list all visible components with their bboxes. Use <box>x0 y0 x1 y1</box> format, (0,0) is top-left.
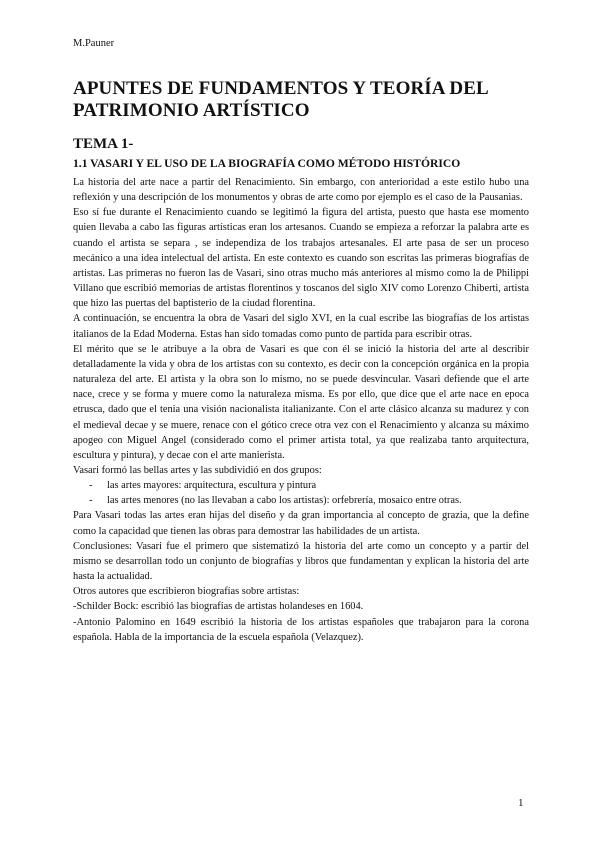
paragraph: Eso sí fue durante el Renacimiento cuando se legitimó la figura del artista, puesto que hasta ese momento quien llevaba a cabo las figuras artísticas eran los artesanos. Cuando se empieza a reforzar la palabra arte es cuando el artista se separa , se independiza de los trabajos artesanales. El arte pasa de ser un proceso mecánico a una idea intelectual del artista. En este contexto es cuando son escritas las primeras biografías de artistas. Las primeras no fueron las de Vasari, sino otras mucho más anteriores al mismo como la de Philippi Villano que escribió memorias de artistas florentinos y toscanos del siglo XIV como Lorenzo Chiberti, artista que hizo las puertas del baptisterio de la ciudad florentina. <box>73 207 529 310</box>
document-title: APUNTES DE FUNDAMENTOS Y TEORÍA DEL PATRIMONIO ARTÍSTICO <box>73 78 488 121</box>
list-item <box>73 478 529 493</box>
section-heading: 1.1 VASARI Y EL USO DE LA BIOGRAFÍA COMO MÉTODO HISTÓRICO <box>73 157 461 170</box>
list-item-text: las artes menores (no las llevaban a cabo los artistas): orfebrería, mosaico entre otras. <box>107 495 462 507</box>
paragraph: La historia del arte nace a partir del Renacimiento. Sin embargo, con anterioridad a este estilo hubo una reflexión y una descripción de los monumentos y obras de arte como por ejemplo es el caso de la Pausanias. <box>73 177 529 204</box>
paragraph: Otros autores que escribieron biografías sobre artistas: <box>73 586 300 598</box>
paragraph: -Schilder Bock: escribió las biografías de artistas holandeses en 1604. <box>73 601 364 613</box>
art-groups-list <box>73 478 529 508</box>
list-bullet: - <box>89 495 93 507</box>
page-number: 1 <box>518 797 524 809</box>
list-bullet: - <box>89 480 93 492</box>
paragraph: Para Vasari todas las artes eran hijas del diseño y da gran importancia al concepto de grazia, que la define como la capacidad que tienen las obras para demostrar las habilidades de un artista. <box>73 510 529 537</box>
paragraph: El mérito que se le atribuye a la obra de Vasari es que con él se inició la historia del arte al describir detalladamente la vida y obra de los artistas con su contexto, es decir con la concepción orgánica en la propia naturaleza del arte. El artista y la obra son lo mismo, no se puede desvincular. Vasari defiende que el arte nace, crece y se forma y muere como la naturaleza misma. Es por ello, que dice que el arte nace en epoca etrusca, dado que el tenia una visión nacionalista italianizante. Con el arte clásico alcanza su madurez y con el medieval decae y se muere, renace con el gótico crece otra vez con el Renacimiento y alcanza su máximo apogeo con Miguel Angel (considerado como el primer artista total, ya que realizaba tanto arquitectura, escultura y pintura), y decae con el arte manierista. <box>73 343 529 461</box>
list-item <box>73 493 529 508</box>
paragraph: A continuación, se encuentra la obra de Vasari del siglo XVI, en la cual escribe las biografías de los artistas italianos de la Edad Moderna. Estas han sido tomadas como punto de partida para escribir otras. <box>73 313 529 340</box>
author-header: M.Pauner <box>73 38 115 49</box>
list-item-text: las artes mayores: arquitectura, escultura y pintura <box>107 480 317 492</box>
body-text <box>73 175 529 645</box>
chapter-heading: TEMA 1- <box>73 136 134 152</box>
paragraph: Conclusiones: Vasari fue el primero que sistematizó la historia del arte como un concepto y a partir del mismo se desarrollan todo un conjunto de biografías y libros que fundamentan y explican la historia del arte hasta la actualidad. <box>73 540 529 583</box>
paragraph: -Antonio Palomino en 1649 escribió la historia de los artistas españoles que trabajaron para la corona española. Habla de la importancia de la escuela española (Velazquez). <box>73 616 529 643</box>
paragraph: Vasari formó las bellas artes y las subdividió en dos grupos: <box>73 464 322 476</box>
